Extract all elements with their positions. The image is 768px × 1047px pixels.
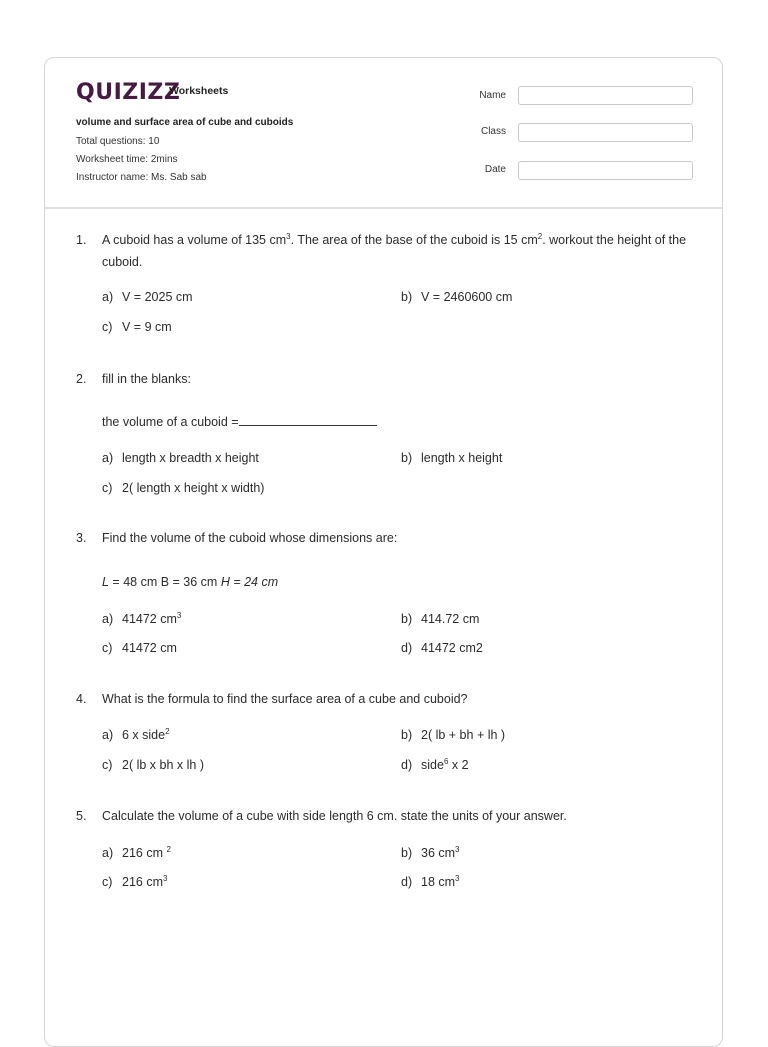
question-number: 2.	[76, 372, 87, 386]
cuboid-dimensions: L = 48 cm B = 36 cm H = 24 cm	[102, 575, 279, 589]
option-a[interactable]: a) length x breadth x height	[102, 451, 259, 465]
question-text: What is the formula to find the surface area of a cube and cuboid?	[102, 692, 468, 706]
option-a[interactable]: a) 41472 $cm^3$	[102, 611, 182, 626]
class-field[interactable]	[518, 123, 693, 142]
blank-line[interactable]	[239, 415, 377, 426]
question-number: 1.	[76, 233, 87, 247]
instructor-name: Instructor name: Ms. Sab sab	[76, 172, 207, 183]
fill-blank-prompt: the volume of a cuboid =	[102, 411, 702, 433]
option-c[interactable]: c) 2( lb x bh x lh )	[102, 758, 204, 772]
logo-subtitle: Worksheets	[169, 85, 229, 97]
worksheet-header	[45, 58, 722, 209]
worksheet-page	[44, 57, 723, 1047]
option-d[interactable]: d) 41472 cm2	[401, 641, 483, 655]
name-label: Name	[479, 90, 506, 101]
option-a[interactable]: a) 6 x side$^2$	[102, 727, 170, 742]
option-b[interactable]: b) 36 $cm^3$	[401, 845, 460, 860]
worksheet-title: volume and surface area of cube and cuboids	[76, 117, 294, 128]
date-label: Date	[484, 164, 506, 175]
option-d[interactable]: d) side$^6$ x 2	[401, 757, 469, 772]
class-label: Class	[480, 126, 506, 137]
worksheet-time: Worksheet time: 2mins	[76, 154, 178, 165]
option-b[interactable]: b) V = 2460600 cm	[401, 290, 513, 304]
option-b[interactable]: b) 2( lb + bh + lh )	[401, 728, 506, 742]
date-field[interactable]	[518, 161, 693, 180]
question-text: fill in the blanks:	[102, 372, 191, 386]
quizizz-logo: QUIZIZZ	[76, 80, 181, 105]
question-number: 3.	[76, 531, 87, 545]
option-c[interactable]: c) 41472 cm	[102, 641, 177, 655]
question-text: A cuboid has a volume of 135 $cm^3$. The area of the base of the cuboid is 15 $cm^2$. workout the height of the cuboid.	[102, 232, 687, 269]
option-c[interactable]: c) 2( length x height x width)	[102, 481, 265, 495]
option-b[interactable]: b) 414.72 cm	[401, 612, 480, 626]
option-a[interactable]: a) 216 cm $^2$	[102, 845, 171, 860]
question-number: 4.	[76, 692, 87, 706]
question-text: Find the volume of the cuboid whose dimensions are:	[102, 531, 398, 545]
question-number: 5.	[76, 809, 87, 823]
total-questions: Total questions: 10	[76, 136, 160, 147]
option-b[interactable]: b) length x height	[401, 451, 503, 465]
question-text: Calculate the volume of a cube with side length 6 cm. state the units of your answer.	[102, 809, 567, 823]
option-c[interactable]: c) V = 9 cm	[102, 320, 172, 334]
option-d[interactable]: d) 18 $cm^3$	[401, 874, 460, 889]
option-a[interactable]: a) V = 2025 cm	[102, 290, 193, 304]
name-field[interactable]	[518, 86, 693, 105]
option-c[interactable]: c) 216 $cm^3$	[102, 874, 168, 889]
